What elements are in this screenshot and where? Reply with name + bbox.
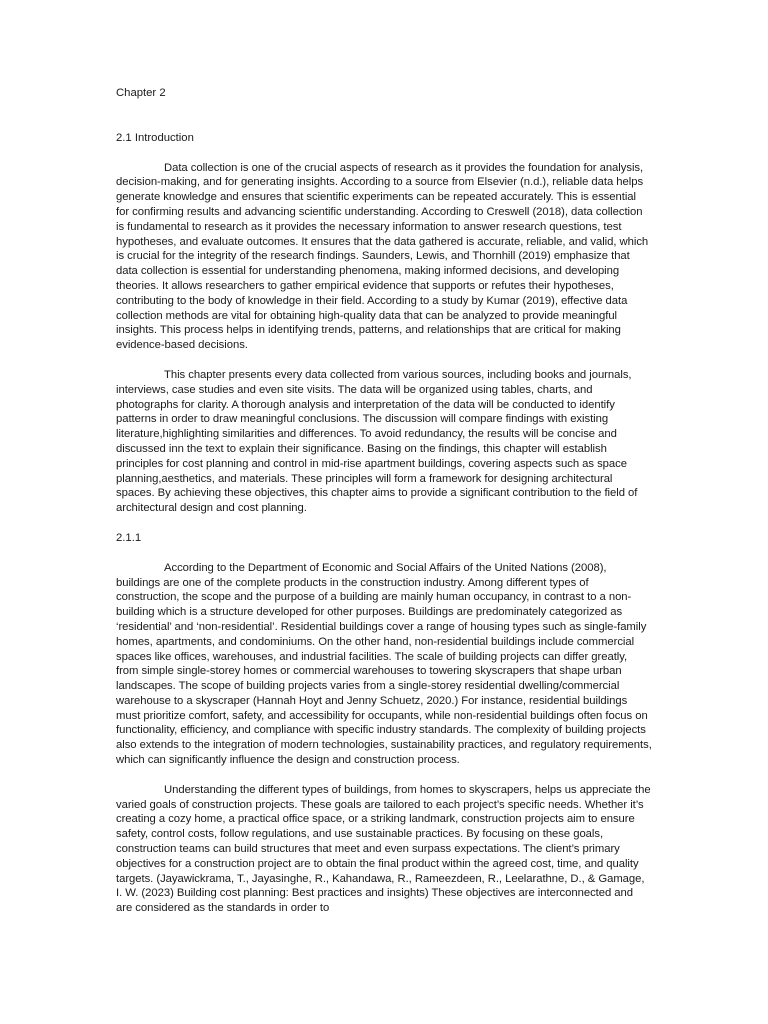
chapter-title: Chapter 2 [116,87,166,99]
intro-paragraph-1: Data collection is one of the crucial aspects of research as it provides the foundation for analysis, decision-making, and for generating insights. According to a source from Elsevier (n.d.), reliable data helps generate knowledge and ensures that scientific experiments can be repeated accurately. This is essential for confirming results and advancing scientific understanding. According to Creswell (2018), data collection is fundamental to research as it provides the necessary information to answer research questions, test hypotheses, and evaluate outcomes. It ensures that the data gathered is accurate, reliable, and valid, which is crucial for the integrity of the research findings. Saunders, Lewis, and Thornhill (2019) emphasize that data collection is essential for understanding phenomena, making informed decisions, and developing theories. It allows researchers to gather empirical evidence that supports or refutes their hypotheses, contributing to the body of knowledge in their field. According to a study by Kumar (2019), effective data collection methods are vital for obtaining high-quality data that can be analyzed to provide meaningful insights. This process helps in identifying trends, patterns, and relationships that are critical for making evidence-based decisions. [116,161,649,352]
subsection-paragraph-2: Understanding the different types of buildings, from homes to skyscrapers, helps us appreciate the varied goals of construction projects. These goals are tailored to each project’s specific needs. Whether it’s creating a cozy home, a practical office space, or a striking landmark, construction projects aim to ensure safety, control costs, follow regulations, and use sustainable practices. By focusing on these goals, construction teams can build structures that meet and even surpass expectations. The client’s primary objectives for a construction project are to obtain the final product within the agreed cost, time, and quality targets. (Jayawickrama, T., Jayasinghe, R., Kahandawa, R., Rameezdeen, R., Leelarathne, D., & Gamage, I. W. (2023) Building cost planning: Best practices and insights) These objectives are interconnected and are considered as the standards in order to [116,783,651,915]
subsection-paragraph-1: According to the Department of Economic and Social Affairs of the United Nations (2008), buildings are one of the complete products in the construction industry. Among different types of construction, the scope and the purpose of a building are mainly human occupancy, in contrast to a non-building which is a structure developed for other purposes. Buildings are predominately categorized as ‘residential’ and ‘non-residential’. Residential buildings cover a range of housing types such as single-family homes, apartments, and condominiums. On the other hand, non-residential buildings include commercial spaces like offices, warehouses, and industrial facilities. The scale of building projects can differ greatly, from simple single-storey homes or commercial warehouses to towering skyscrapers that shape urban landscapes. The scope of building projects varies from a single-storey residential dwelling/commercial warehouse to a skyscraper (Hannah Hoyt and Jenny Schuetz, 2020.) For instance, residential buildings must prioritize comfort, safety, and accessibility for occupants, while non-residential buildings often focus on functionality, efficiency, and compliance with specific industry standards. The complexity of building projects also extends to the integration of modern technologies, sustainability practices, and regulatory requirements, which can significantly influence the design and construction process. [116,561,652,767]
intro-paragraph-2: This chapter presents every data collected from various sources, including books and journals, interviews, case studies and even site visits. The data will be organized using tables, charts, and photographs for clarity. A thorough analysis and interpretation of the data will be conducted to identify patterns in order to draw meaningful conclusions. The discussion will compare findings with existing literature,highlighting similarities and differences. To avoid redundancy, the results will be concise and discussed inn the text to explain their significance. Basing on the findings, this chapter will establish principles for cost planning and control in mid-rise apartment buildings, covering aspects such as space planning,aesthetics, and materials. These principles will form a framework for designing architectural spaces. By achieving these objectives, this chapter aims to provide a significant contribution to the field of architectural design and cost planning. [116,368,638,515]
subsection-heading: 2.1.1 [116,531,142,544]
document-page [116,86,652,931]
section-heading-introduction: 2.1 Introduction [116,131,194,144]
